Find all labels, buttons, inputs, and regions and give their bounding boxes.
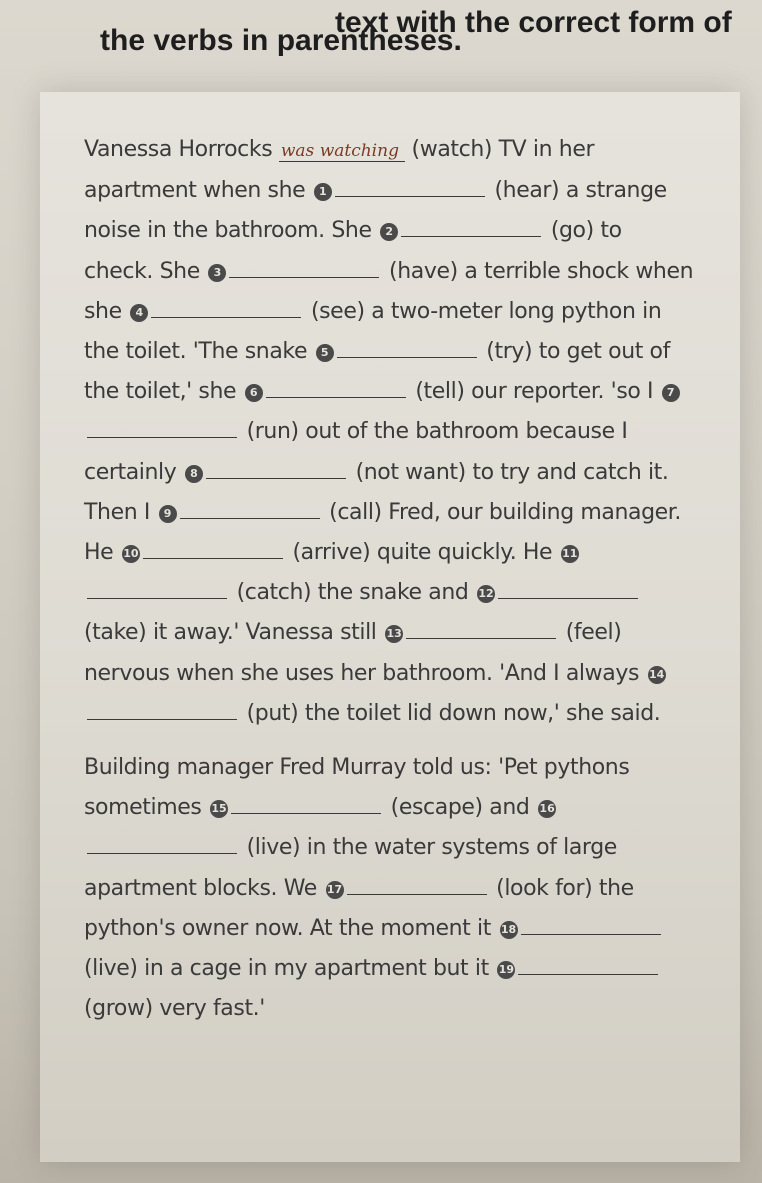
story-paragraph-2 <box>84 748 694 1029</box>
text-segment: Vanessa Horrocks <box>84 137 273 162</box>
text-segment: (try) to get out of the toilet,' she <box>84 339 670 405</box>
text-segment: (watch) TV in her apartment when she <box>84 137 595 204</box>
answer-blank[interactable] <box>521 916 661 935</box>
answer-blank[interactable] <box>143 540 283 559</box>
text-segment: (not want) to try and catch it. Then I <box>84 459 669 525</box>
item-number: 2 <box>380 223 398 241</box>
exercise-text <box>84 130 694 1029</box>
text-segment: (tell) our reporter. 'so I <box>415 379 654 405</box>
instructions-line-1: text with the correct form of <box>335 6 732 39</box>
item-number: 10 <box>122 545 140 563</box>
text-segment: (live) in the water systems of large apartment blocks. We <box>84 835 617 901</box>
text-segment: (hear) a strange noise in the bathroom. She <box>84 178 667 244</box>
text-segment: (grow) very fast.' <box>84 996 265 1022</box>
answer-blank[interactable] <box>231 795 381 814</box>
text-segment: (see) a two-meter long python in the toilet. 'The snake <box>84 298 662 365</box>
text-segment: (escape) and <box>390 795 530 821</box>
answer-blank[interactable] <box>518 956 658 975</box>
text-segment: (look for) the python's owner now. At the moment it <box>84 875 634 941</box>
item-number: 12 <box>477 585 495 603</box>
item-number: 14 <box>648 666 666 684</box>
item-number: 16 <box>538 800 556 818</box>
item-number: 7 <box>662 384 680 402</box>
item-number: 1 <box>314 183 332 201</box>
text-segment: (go) to check. She <box>84 218 622 284</box>
text-segment: (have) a terrible shock when she <box>84 258 694 324</box>
text-segment: (put) the toilet lid down now,' she said. <box>246 700 661 726</box>
item-number: 11 <box>561 545 579 563</box>
text-segment: (take) it away.' Vanessa still <box>84 620 377 646</box>
item-number: 3 <box>208 264 226 282</box>
item-number: 4 <box>130 304 148 322</box>
item-number: 15 <box>210 800 228 818</box>
story-paragraph-1 <box>84 130 694 734</box>
item-number: 17 <box>326 881 344 899</box>
answer-blank[interactable] <box>401 218 541 237</box>
instructions-line-2: the verbs in parentheses. <box>100 24 462 57</box>
answer-blank[interactable] <box>87 580 227 599</box>
item-number: 18 <box>500 921 518 939</box>
answer-blank[interactable] <box>337 339 477 358</box>
answer-blank[interactable] <box>266 379 406 398</box>
example-answer: was watching <box>279 141 405 162</box>
answer-blank[interactable] <box>229 259 379 278</box>
answer-blank[interactable] <box>87 701 237 720</box>
text-segment: (live) in a cage in my apartment but it <box>84 956 489 982</box>
text-segment: (call) Fred, our building manager. He <box>84 499 682 566</box>
item-number: 5 <box>316 344 334 362</box>
answer-blank[interactable] <box>335 178 485 197</box>
text-segment: (run) out of the bathroom because I certainly <box>84 419 628 485</box>
item-number: 8 <box>185 465 203 483</box>
answer-blank[interactable] <box>206 460 346 479</box>
item-number: 19 <box>497 961 515 979</box>
answer-blank[interactable] <box>406 620 556 639</box>
text-segment: (feel) nervous when she uses her bathroom. 'And I always <box>84 620 639 686</box>
text-segment: (arrive) quite quickly. He <box>292 540 553 566</box>
answer-blank[interactable] <box>498 580 638 599</box>
item-number: 6 <box>245 384 263 402</box>
answer-blank[interactable] <box>151 299 301 318</box>
item-number: 9 <box>159 505 177 523</box>
answer-blank[interactable] <box>347 876 487 895</box>
answer-blank[interactable] <box>180 500 320 519</box>
text-segment: Building manager Fred Murray told us: 'Pet pythons sometimes <box>84 755 630 821</box>
text-segment: (catch) the snake and <box>236 580 469 606</box>
answer-blank[interactable] <box>87 835 237 854</box>
answer-blank[interactable] <box>87 419 237 438</box>
item-number: 13 <box>385 625 403 643</box>
